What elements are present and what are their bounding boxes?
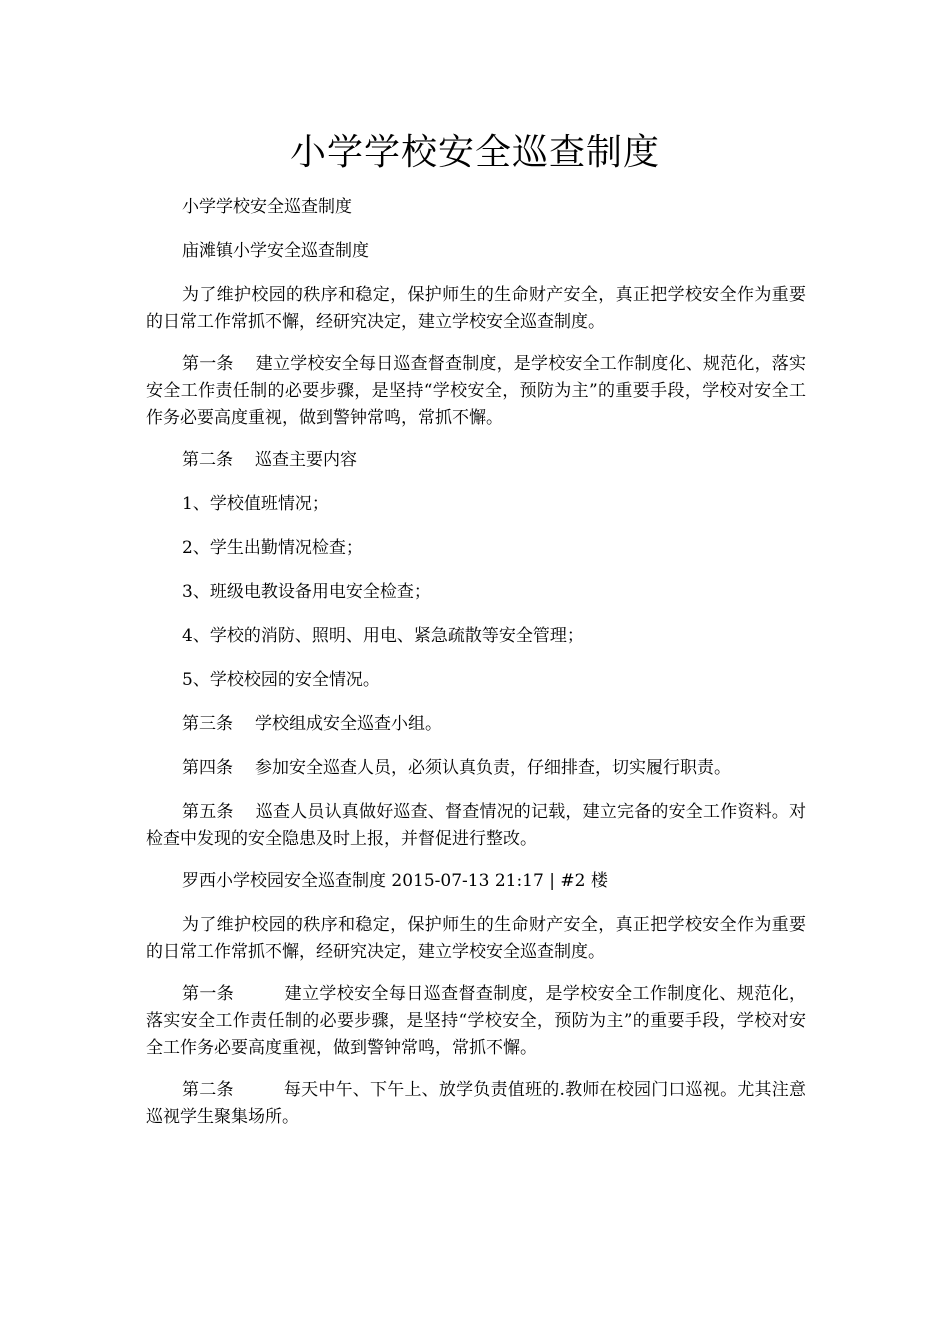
- paragraph-subtitle: [146, 194, 806, 221]
- paragraph-intro-repeat: [146, 912, 806, 966]
- paragraph-text: 罗西小学校园安全巡查制度 2015-07-13 21:17 | #2 楼: [182, 871, 608, 891]
- paragraph-school-name: [146, 238, 806, 265]
- paragraph-text: 学校组成安全巡查小组。: [255, 714, 442, 734]
- list-item: [146, 623, 806, 650]
- list-item: [146, 491, 806, 518]
- paragraph-text: 1、学校值班情况；: [182, 494, 329, 514]
- paragraph-text: 巡查主要内容: [255, 450, 357, 470]
- article-2: [146, 447, 806, 474]
- article-label: 第五条: [182, 802, 234, 822]
- paragraph-text: 巡查人员认真做好巡查、督查情况的记载，建立完备的安全工作资料。对检查中发现的安全隐患及时上报，并督促进行整改。: [146, 802, 807, 849]
- article-3: [146, 711, 806, 738]
- document-title: 小学学校安全巡查制度: [289, 132, 660, 173]
- article-4: [146, 755, 806, 782]
- paragraph-text: 5、学校校园的安全情况。: [182, 670, 380, 690]
- paragraph-text: 4、学校的消防、照明、用电、紧急疏散等安全管理；: [182, 626, 584, 646]
- paragraph-text: 小学学校安全巡查制度: [182, 197, 352, 217]
- article-1-repeat: [146, 981, 806, 1062]
- article-2-repeat: [146, 1077, 806, 1131]
- paragraph-text: 2、学生出勤情况检查；: [182, 538, 363, 558]
- paragraph-intro: [146, 282, 806, 336]
- list-item: [146, 579, 806, 606]
- article-label: 第二条: [182, 1080, 234, 1100]
- paragraph-text: 为了维护校园的秩序和稳定，保护师生的生命财产安全，真正把学校安全作为重要的日常工作常抓不懈，经研究决定，建立学校安全巡查制度。: [146, 285, 806, 332]
- list-item: [146, 667, 806, 694]
- paragraph-text: 庙滩镇小学安全巡查制度: [182, 241, 369, 261]
- list-item: [146, 535, 806, 562]
- paragraph-text: 为了维护校园的秩序和稳定，保护师生的生命财产安全，真正把学校安全作为重要的日常工作常抓不懈，经研究决定，建立学校安全巡查制度。: [146, 915, 806, 962]
- article-label: 第三条: [182, 714, 233, 734]
- paragraph-text: 建立学校安全每日巡查督查制度，是学校安全工作制度化、规范化，落实安全工作责任制的必要步骤，是坚持“学校安全，预防为主”的重要手段，学校对安全工作务必要高度重视，做到警钟常鸣，常抓不懈。: [146, 984, 807, 1058]
- article-1: [146, 351, 806, 432]
- document-body: [146, 194, 806, 1146]
- article-label: 第一条: [182, 984, 235, 1004]
- article-label: 第四条: [182, 758, 233, 778]
- paragraph-text: 建立学校安全每日巡查督查制度，是学校安全工作制度化、规范化，落实安全工作责任制的必要步骤，是坚持“学校安全，预防为主”的重要手段，学校对安全工作务必要高度重视，做到警钟常鸣，常抓不懈。: [146, 354, 807, 428]
- article-label: 第二条: [182, 450, 233, 470]
- paragraph-text: 参加安全巡查人员，必须认真负责，仔细排查，切实履行职责。: [255, 758, 731, 778]
- article-5: [146, 799, 806, 853]
- paragraph-second-source: [146, 868, 806, 895]
- paragraph-text: 3、班级电教设备用电安全检查；: [182, 582, 431, 602]
- paragraph-text: 每天中午、下午上、放学负责值班的.教师在校园门口巡视。尤其注意巡视学生聚集场所。: [146, 1080, 806, 1127]
- article-label: 第一条: [182, 354, 234, 374]
